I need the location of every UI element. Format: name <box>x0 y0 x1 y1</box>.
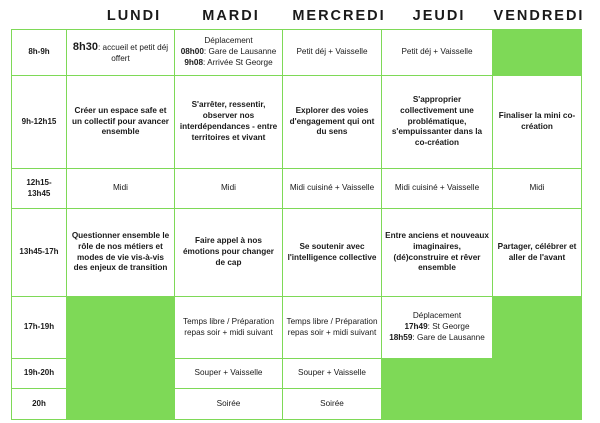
cell-vendredi-soir-empty <box>493 297 582 359</box>
cell-vendredi-matin: Finaliser la mini co-création <box>493 76 582 169</box>
cell-lundi-accueil <box>67 30 175 76</box>
cell-vendredi-apres-midi: Partager, célébrer et aller de l'avant <box>493 209 582 297</box>
cell-mercredi-soiree: Soirée <box>283 389 382 420</box>
arrival-line: 9h08: Arrivée St George <box>184 57 273 67</box>
cell-lundi-apres-midi: Questionner ensemble le rôle de nos métiers et modes de vie vis-à-vis des enjeux de transition <box>67 209 175 297</box>
schedule-table <box>11 29 582 420</box>
cell-mercredi-apres-midi: Se soutenir avec l'intelligence collective <box>283 209 382 297</box>
cell-mercredi-petit-dej: Petit déj + Vaisselle <box>283 30 382 76</box>
cell-jeudi-petit-dej: Petit déj + Vaisselle <box>382 30 493 76</box>
header-mercredi: MERCREDI <box>292 8 386 24</box>
row-8h-9h <box>12 30 582 76</box>
header-jeudi: JEUDI <box>412 8 466 24</box>
row-apres-midi <box>12 209 582 297</box>
cell-mercredi-temps-libre: Temps libre / Préparation repas soir + midi suivant <box>283 297 382 359</box>
time-label: 17h-19h <box>12 297 67 359</box>
row-17h-19h <box>12 297 582 359</box>
cell-mercredi-midi: Midi cuisiné + Vaisselle <box>283 169 382 209</box>
header-lundi: LUNDI <box>106 8 162 24</box>
cell-mardi-matin: S'arrêter, ressentir, observer nos interdépendances - entre territoires et vivant <box>175 76 283 169</box>
time-label: 12h15-13h45 <box>12 169 67 209</box>
cell-mardi-midi: Midi <box>175 169 283 209</box>
cell-vendredi-empty <box>493 30 582 76</box>
departure-line: 17h49: St George <box>404 322 470 332</box>
cell-mardi-apres-midi: Faire appel à nos émotions pour changer de cap <box>175 209 283 297</box>
header-vendredi: VENDREDI <box>493 8 585 24</box>
departure-line: 08h00: Gare de Lausanne <box>180 47 277 57</box>
cell-jeudi-matin: S'approprier collectivement une problématique, s'empuissanter dans la co-création <box>382 76 493 169</box>
time-highlight: 8h30 <box>72 40 98 53</box>
cell-jeudi-deplacement <box>382 297 493 359</box>
cell-mercredi-souper: Souper + Vaisselle <box>283 359 382 389</box>
cell-mardi-temps-libre: Temps libre / Préparation repas soir + midi suivant <box>175 297 283 359</box>
cell-lundi-soir-empty <box>67 297 175 420</box>
time-label: 8h-9h <box>12 30 67 76</box>
cell-lundi-midi: Midi <box>67 169 175 209</box>
cell-jeudi-midi: Midi cuisiné + Vaisselle <box>382 169 493 209</box>
time-label: 9h-12h15 <box>12 76 67 169</box>
header-mardi: MARDI <box>202 8 260 24</box>
cell-mardi-souper: Souper + Vaisselle <box>175 359 283 389</box>
cell-lundi-matin: Créer un espace safe et un collectif pour avancer ensemble <box>67 76 175 169</box>
cell-mardi-soiree: Soirée <box>175 389 283 420</box>
deplacement-label: Déplacement <box>412 311 462 321</box>
time-label: 20h <box>12 389 67 420</box>
arrival-line: 18h59: Gare de Lausanne <box>389 332 485 342</box>
deplacement-label: Déplacement <box>204 36 253 46</box>
cell-mardi-deplacement <box>175 30 283 76</box>
row-midi <box>12 169 582 209</box>
time-label: 13h45-17h <box>12 209 67 297</box>
time-label: 19h-20h <box>12 359 67 389</box>
row-9h-12h15 <box>12 76 582 169</box>
cell-mercredi-matin: Explorer des voies d'engagement qui ont du sens <box>283 76 382 169</box>
cell-jeudi-apres-midi: Entre anciens et nouveaux imaginaires, (dé)construire et rêver ensemble <box>382 209 493 297</box>
cell-text: : accueil et petit déj offert <box>97 42 169 64</box>
cell-vendredi-midi: Midi <box>493 169 582 209</box>
cell-jeudi-vendredi-end-empty <box>382 359 582 420</box>
